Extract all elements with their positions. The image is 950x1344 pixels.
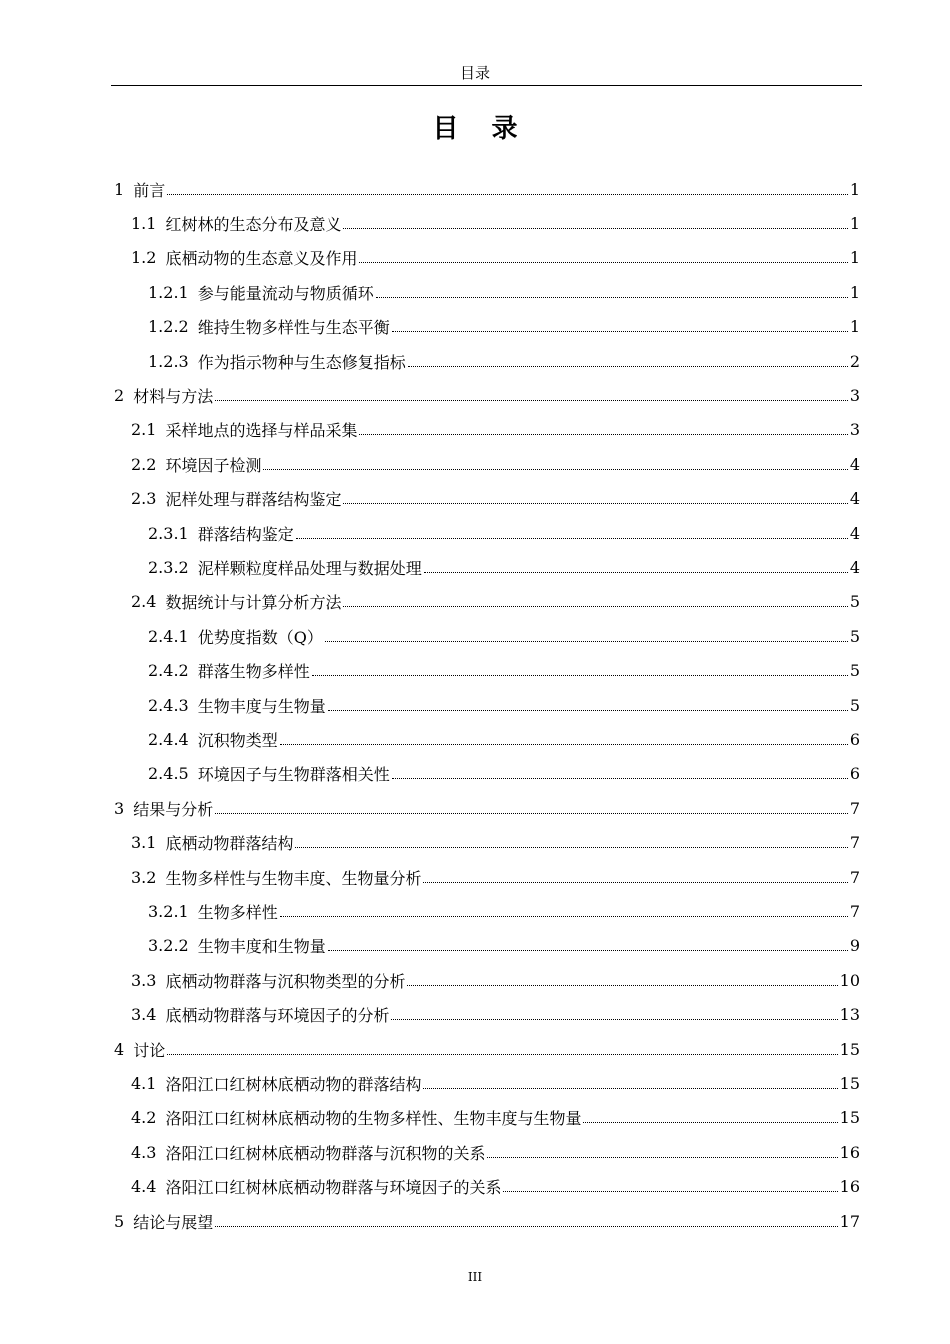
toc-dot-leader [312, 675, 848, 676]
toc-entry[interactable] [148, 310, 860, 344]
toc-page-number: 4 [849, 454, 860, 474]
toc-section-number: 2.3.2 [148, 557, 189, 577]
toc-entry[interactable] [148, 757, 860, 791]
toc-entry[interactable] [148, 275, 860, 309]
toc-entry[interactable] [114, 1204, 860, 1238]
toc-entry[interactable] [131, 413, 860, 447]
running-header: 目录 [459, 64, 490, 82]
toc-dot-leader [263, 469, 847, 470]
toc-entry[interactable] [131, 1101, 860, 1135]
toc-section-title: 数据统计与计算分析方法 [165, 593, 342, 613]
toc-page-number: 15 [839, 1108, 860, 1128]
toc-section-number: 4.3 [131, 1142, 157, 1162]
toc-page-number: 15 [839, 1039, 860, 1059]
toc-section-number: 2.4 [131, 592, 157, 612]
toc-section-title: 底栖动物群落与环境因子的分析 [165, 1006, 390, 1026]
toc-page-number: 9 [849, 936, 860, 956]
toc-dot-leader [280, 916, 848, 917]
header-divider [111, 85, 862, 86]
toc-section-title: 底栖动物群落与沉积物类型的分析 [165, 971, 406, 991]
toc-dot-leader [423, 1088, 837, 1089]
toc-entry[interactable] [148, 516, 860, 550]
toc-section-title: 优势度指数（Q） [197, 627, 323, 647]
toc-page-number: 2 [849, 351, 860, 371]
toc-section-number: 4 [114, 1039, 125, 1059]
toc-entry[interactable] [131, 998, 860, 1032]
toc-page-number: 3 [849, 420, 860, 440]
toc-section-title: 洛阳江口红树林底栖动物群落与沉积物的关系 [165, 1143, 486, 1163]
toc-page-number: 5 [849, 661, 860, 681]
toc-page-number: 4 [849, 557, 860, 577]
toc-section-title: 环境因子检测 [165, 455, 262, 475]
toc-dot-leader [392, 778, 848, 779]
toc-dot-leader [424, 572, 848, 573]
toc-section-number: 2 [114, 385, 125, 405]
toc-entry[interactable] [148, 929, 860, 963]
toc-section-number: 2.4.2 [148, 661, 189, 681]
toc-dot-leader [167, 194, 848, 195]
toc-page-number: 7 [849, 901, 860, 921]
toc-page-number: 7 [849, 798, 860, 818]
toc-dot-leader [376, 297, 848, 298]
toc-page-number: 1 [849, 282, 860, 302]
toc-entry[interactable] [148, 619, 860, 653]
toc-section-number: 3.3 [131, 970, 157, 990]
toc-dot-leader [359, 434, 847, 435]
toc-entry[interactable] [131, 1066, 860, 1100]
toc-section-number: 1.1 [131, 213, 157, 233]
toc-section-title: 生物丰度与生物量 [197, 696, 326, 716]
toc-entry[interactable] [148, 894, 860, 928]
toc-entry[interactable] [131, 860, 860, 894]
toc-page-number: 10 [839, 970, 860, 990]
toc-dot-leader [167, 1054, 837, 1055]
toc-page-number: 1 [849, 179, 860, 199]
toc-dot-leader [487, 1157, 837, 1158]
toc-section-number: 2.4.3 [148, 695, 189, 715]
toc-page-number: 7 [849, 833, 860, 853]
toc-entry[interactable] [148, 654, 860, 688]
toc-section-number: 3 [114, 798, 125, 818]
toc-entry[interactable] [148, 344, 860, 378]
toc-page-number: 1 [849, 248, 860, 268]
toc-page-number: 5 [849, 592, 860, 612]
toc-section-title: 前言 [133, 180, 166, 200]
toc-section-number: 3.1 [131, 833, 157, 853]
toc-dot-leader [325, 641, 848, 642]
toc-page-number: 1 [849, 317, 860, 337]
toc-page-number: 16 [839, 1177, 860, 1197]
toc-dot-leader [408, 366, 848, 367]
toc-section-number: 2.4.4 [148, 729, 189, 749]
toc-entry[interactable] [114, 378, 860, 412]
toc-page-number: 13 [839, 1005, 860, 1025]
toc-section-title: 底栖动物群落结构 [165, 834, 294, 854]
toc-dot-leader [295, 847, 847, 848]
toc-section-title: 结论与展望 [133, 1212, 214, 1232]
toc-dot-leader [583, 1122, 837, 1123]
toc-entry[interactable] [131, 585, 860, 619]
toc-section-title: 生物多样性与生物丰度、生物量分析 [165, 868, 422, 888]
toc-section-number: 1 [114, 179, 125, 199]
page-number: III [467, 1270, 483, 1284]
toc-section-number: 2.4.1 [148, 626, 189, 646]
toc-dot-leader [423, 882, 847, 883]
toc-section-number: 4.4 [131, 1177, 157, 1197]
toc-section-number: 2.3 [131, 489, 157, 509]
toc-section-title: 维持生物多样性与生态平衡 [197, 318, 390, 338]
toc-dot-leader [343, 503, 847, 504]
toc-entry[interactable] [131, 447, 860, 481]
toc-section-title: 采样地点的选择与样品采集 [165, 421, 358, 441]
toc-page-number: 5 [849, 695, 860, 715]
toc-dot-leader [392, 331, 848, 332]
toc-section-number: 3.2 [131, 867, 157, 887]
toc-section-number: 1.2.1 [148, 282, 189, 302]
toc-section-title: 红树林的生态分布及意义 [165, 214, 342, 234]
toc-section-number: 1.2.3 [148, 351, 189, 371]
toc-page-number: 7 [849, 867, 860, 887]
page-title: 目 录 [432, 114, 530, 144]
toc-section-title: 泥样处理与群落结构鉴定 [165, 490, 342, 510]
toc-page-number: 17 [839, 1211, 860, 1231]
toc-dot-leader [343, 606, 847, 607]
toc-entry[interactable] [131, 482, 860, 516]
toc-page-number: 16 [839, 1142, 860, 1162]
toc-section-title: 底栖动物的生态意义及作用 [165, 249, 358, 269]
toc-entry[interactable] [131, 241, 860, 275]
toc-entry[interactable] [114, 172, 860, 206]
toc-dot-leader [391, 1019, 837, 1020]
toc-dot-leader [407, 985, 837, 986]
toc-dot-leader [215, 813, 848, 814]
toc-section-title: 群落生物多样性 [197, 662, 310, 682]
toc-section-number: 5 [114, 1211, 125, 1231]
toc-dot-leader [215, 400, 848, 401]
toc-dot-leader [503, 1191, 837, 1192]
toc-entry[interactable] [148, 722, 860, 756]
toc-entry[interactable] [114, 791, 860, 825]
toc-entry[interactable] [131, 1135, 860, 1169]
toc-dot-leader [280, 744, 848, 745]
toc-section-number: 2.4.5 [148, 764, 189, 784]
toc-section-number: 2.1 [131, 420, 157, 440]
toc-section-title: 沉积物类型 [197, 730, 278, 750]
toc-section-title: 生物多样性 [197, 902, 278, 922]
toc-section-title: 洛阳江口红树林底栖动物的群落结构 [165, 1074, 422, 1094]
toc-section-title: 材料与方法 [133, 386, 214, 406]
toc-page-number: 6 [849, 764, 860, 784]
toc-section-title: 结果与分析 [133, 799, 214, 819]
toc-section-title: 洛阳江口红树林底栖动物群落与环境因子的关系 [165, 1178, 502, 1198]
toc-dot-leader [343, 228, 847, 229]
toc-entry[interactable] [131, 963, 860, 997]
toc-page-number: 15 [839, 1073, 860, 1093]
toc-entry[interactable] [131, 1170, 860, 1204]
toc-entry[interactable] [114, 1032, 860, 1066]
toc-page-number: 4 [849, 523, 860, 543]
toc-section-number: 2.3.1 [148, 523, 189, 543]
toc-page-number: 3 [849, 385, 860, 405]
toc-entry[interactable] [148, 550, 860, 584]
toc-section-title: 泥样颗粒度样品处理与数据处理 [197, 558, 422, 578]
toc-section-number: 3.2.1 [148, 901, 189, 921]
toc-entry[interactable] [131, 206, 860, 240]
toc-dot-leader [328, 710, 848, 711]
toc-page-number: 4 [849, 489, 860, 509]
toc-dot-leader [328, 950, 848, 951]
toc-entry[interactable] [131, 826, 860, 860]
toc-section-title: 生物丰度和生物量 [197, 937, 326, 957]
toc-section-number: 1.2 [131, 248, 157, 268]
toc-page-number: 6 [849, 729, 860, 749]
toc-dot-leader [215, 1226, 837, 1227]
toc-page-number: 5 [849, 626, 860, 646]
toc-section-number: 4.2 [131, 1108, 157, 1128]
toc-section-title: 群落结构鉴定 [197, 524, 294, 544]
toc-section-number: 1.2.2 [148, 317, 189, 337]
toc-section-title: 讨论 [133, 1040, 166, 1060]
toc-section-number: 4.1 [131, 1073, 157, 1093]
toc-section-number: 3.2.2 [148, 936, 189, 956]
toc-section-title: 作为指示物种与生态修复指标 [197, 352, 406, 372]
toc-section-title: 洛阳江口红树林底栖动物的生物多样性、生物丰度与生物量 [165, 1109, 582, 1129]
toc-entry[interactable] [148, 688, 860, 722]
toc-section-title: 参与能量流动与物质循环 [197, 283, 374, 303]
toc-section-number: 3.4 [131, 1005, 157, 1025]
toc-dot-leader [296, 538, 848, 539]
toc-dot-leader [359, 262, 847, 263]
toc-section-number: 2.2 [131, 454, 157, 474]
toc-page-number: 1 [849, 213, 860, 233]
toc-section-title: 环境因子与生物群落相关性 [197, 765, 390, 785]
